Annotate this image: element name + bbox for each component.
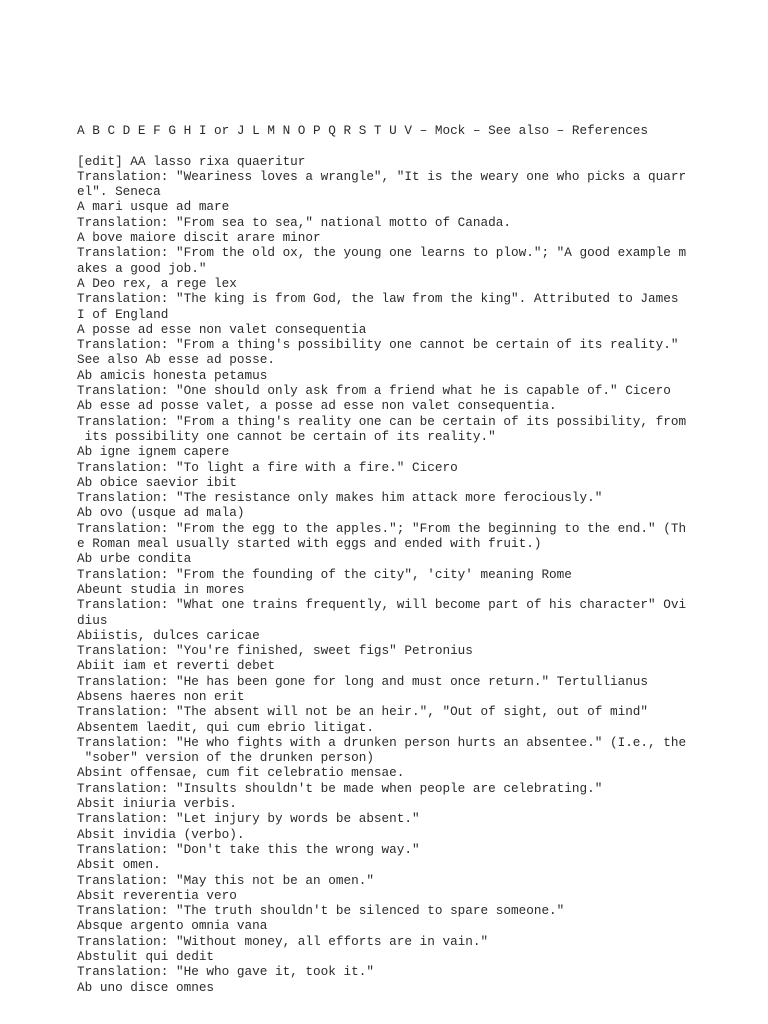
text-line: Translation: "From a thing's possibility one cannot be certain of its reality." (77, 337, 679, 353)
text-line: Ab esse ad posse valet, a posse ad esse non valet consequentia. (77, 398, 557, 414)
text-line: Translation: "The resistance only makes him attack more ferociously." (77, 490, 603, 506)
text-line: el". Seneca (77, 184, 161, 200)
text-line: Translation: "You're finished, sweet figs" Petronius (77, 643, 473, 659)
text-line: Absque argento omnia vana (77, 918, 268, 934)
text-line: Translation: "From the egg to the apples."; "From the beginning to the end." (Th (77, 520, 687, 536)
document-page (77, 123, 737, 995)
text-line: Ab amicis honesta petamus (77, 367, 268, 383)
text-line: Translation: "May this not be an omen." (77, 872, 374, 888)
text-line: Translation: "From the founding of the city", 'city' meaning Rome (77, 566, 572, 582)
text-line: Absit invidia (verbo). (77, 826, 245, 842)
text-line: Translation: "To light a fire with a fire." Cicero (77, 459, 458, 475)
text-line: Translation: "From sea to sea," national motto of Canada. (77, 214, 511, 230)
text-line: Ab obice saevior ibit (77, 474, 237, 490)
text-line: Translation: "Let injury by words be absent." (77, 811, 420, 827)
text-line: Absit reverentia vero (77, 887, 237, 903)
text-line: Translation: "Without money, all efforts are in vain." (77, 933, 489, 949)
text-line: Ab igne ignem capere (77, 444, 230, 460)
text-line: Translation: "The truth shouldn't be silenced to spare someone." (77, 903, 565, 919)
text-line: Translation: "Insults shouldn't be made when people are celebrating." (77, 780, 603, 796)
text-line: Translation: "He who fights with a drunken person hurts an absentee." (I.e., the (77, 734, 687, 750)
text-line: Translation: "The king is from God, the law from the king". Attributed to James (77, 291, 679, 307)
text-line: I of England (77, 306, 169, 322)
text-line: Translation: "From a thing's reality one can be certain of its possibility, from (77, 413, 687, 429)
text-line: A Deo rex, a rege lex (77, 275, 237, 291)
text-line: Translation: "From the old ox, the young one learns to plow."; "A good example m (77, 245, 687, 261)
text-line: Abeunt studia in mores (77, 581, 245, 597)
text-line: Translation: "The absent will not be an heir.", "Out of sight, out of mind" (77, 704, 649, 720)
text-line: Translation: "One should only ask from a friend what he is capable of." Cicero (77, 383, 671, 399)
text-line: Absentem laedit, qui cum ebrio litigat. (77, 719, 374, 735)
text-line: dius (77, 612, 108, 628)
text-line: Translation: "Don't take this the wrong way." (77, 841, 420, 857)
text-line: Ab ovo (usque ad mala) (77, 505, 245, 521)
text-line: Abiit iam et reverti debet (77, 658, 275, 674)
phrase-list (77, 154, 737, 995)
text-line: Translation: "Weariness loves a wrangle", "It is the weary one who picks a quarr (77, 168, 687, 184)
text-line: its possibility one cannot be certain of its reality." (77, 428, 496, 444)
text-line: Absit omen. (77, 857, 161, 873)
text-line: Absens haeres non erit (77, 688, 245, 704)
text-line: Abiistis, dulces caricae (77, 627, 260, 643)
text-line: Abstulit qui dedit (77, 949, 215, 965)
text-line: A mari usque ad mare (77, 199, 230, 215)
text-line: Ab urbe condita (77, 551, 192, 567)
text-line: Absint offensae, cum fit celebratio mensae. (77, 765, 405, 781)
text-line: "sober" version of the drunken person) (77, 750, 374, 766)
text-line: akes a good job." (77, 260, 207, 276)
text-line: [edit] AA lasso rixa quaeritur (77, 153, 306, 169)
text-line: Translation: "He has been gone for long and must once return." Tertullianus (77, 673, 649, 689)
text-line: A bove maiore discit arare minor (77, 230, 321, 246)
text-line: Ab uno disce omnes (77, 979, 215, 995)
text-line: See also Ab esse ad posse. (77, 352, 275, 368)
text-line: Translation: "He who gave it, took it." (77, 964, 374, 980)
text-line: Absit iniuria verbis. (77, 796, 237, 812)
text-line: Translation: "What one trains frequently, will become part of his character" Ovi (77, 597, 687, 613)
text-line: A posse ad esse non valet consequentia (77, 321, 367, 337)
alphabet-navigation[interactable]: A B C D E F G H I or J L M N O P Q R S T U V – Mock – See also – References (77, 123, 649, 138)
text-line: e Roman meal usually started with eggs and ended with fruit.) (77, 536, 542, 552)
